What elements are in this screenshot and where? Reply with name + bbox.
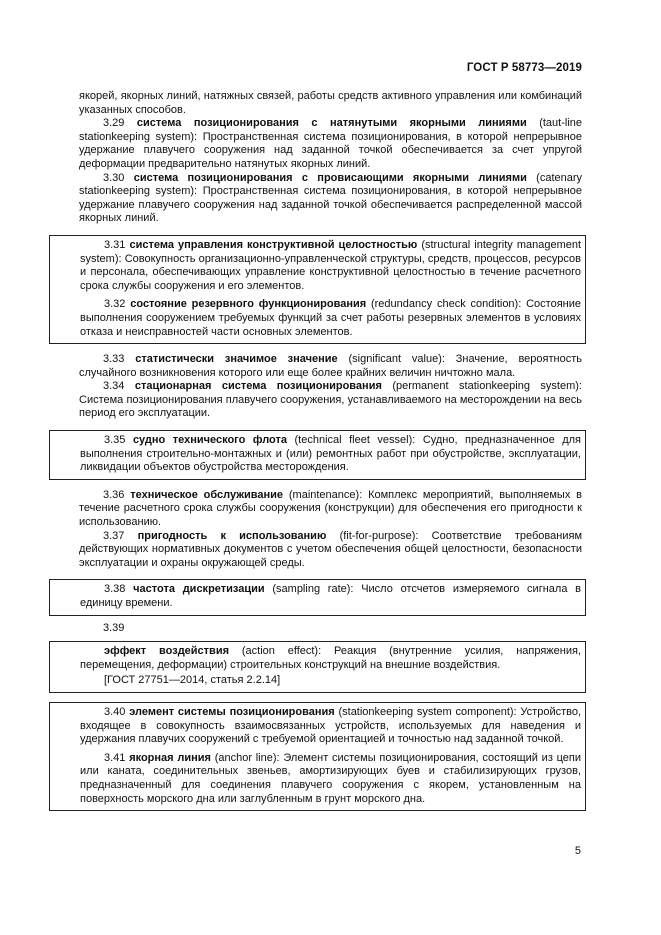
boxed-entries-3-40-3-41 [49,702,586,811]
boxed-entry-3-38 [49,579,586,615]
term: частота дискретизации [133,583,265,596]
entry-3-32: 3.32 состояние резервного функционирования (redundancy check condition): Состояние выполнения сооружением требуемых функций за счет работы резервных элементов в условиях отказа и неисправностей части основных элементов. [80,298,581,338]
term: эффект воздействия [104,645,230,658]
term: стационарная система позиционирования [134,380,382,393]
term: система позиционирования с натянутыми якорными линиями [136,117,527,130]
entry-3-29: 3.29 система позиционирования с натянутыми якорными линиями (taut-line stationkeeping system): Пространственная система позиционирования, в которой непрерывное удержание плавучего сооружения над заданной точкой обеспечивается за счет упругой деформации предварительно натянутых якорных линий. [79,117,583,170]
term: элемент системы позиционирования [129,705,335,718]
boxed-entries-3-31-3-32 [49,235,586,344]
boxed-entry-3-35 [49,430,586,480]
term: техническое обслуживание [130,488,284,501]
entry-3-39-reference: [ГОСТ 27751—2014, статья 2.2.14] [104,674,281,687]
entry-3-38: 3.38 частота дискретизации (sampling rate): Число отсчетов измеряемого сигнала в единицу времени. [80,583,582,609]
term: состояние резервного функционирования [130,298,367,311]
entry-3-39: эффект воздействия (action effect): Реакция (внутренние усилия, напряжения, перемещения, деформации) строительных конструкций на внешние воздействия. [80,645,581,671]
entry-3-33: 3.33 статистически значимое значение (significant value): Значение, вероятность случайного возникновения которого или еще более крайних величин ничтожно мала. [79,353,582,379]
term: система управления конструктивной целостностью [129,238,418,251]
entry-3-36: 3.36 техническое обслуживание (maintenance): Комплекс мероприятий, выполняемых в течение расчетного срока службы сооружения (конструкции) для обеспечения его пригодности к использованию. [79,488,583,529]
entry-3-40: 3.40 элемент системы позиционирования (stationkeeping system component): Устройство, входящее в совокупность взаимосвязанных устройств, используемых для наведения и удержания плавучих сооружений с требуемой ориентацией и точностью над заданной точкой. [80,705,582,746]
boxed-entry-3-39 [49,641,586,693]
continuation-text: якорей, якорных линий, натяжных связей, работы средств активного управления или комбинаций указанных способов. [79,90,582,116]
entry-3-41: 3.41 якорная линия (anchor line): Элемент системы позиционирования, состоящий из цепи или каната, соединительных звеньев, амортизирующих буев и стабилизирующих грузов, предназначенный для соединения плавучего сооружения с якорем, установленным на поверхность морского дна или заглубленным в грунт морского дна. [80,751,582,805]
entry-3-37: 3.37 пригодность к использованию (fit-for-purpose): Соответствие требованиям действующих нормативных документов с учетом обеспечения общей целостности, безопасности эксплуатации и охраны окружающей среды. [79,529,583,569]
term: система позиционирования с провисающими якорными линиями [133,171,527,184]
term: пригодность к использованию [137,529,327,542]
entry-3-30: 3.30 система позиционирования с провисающими якорными линиями (catenary stationkeeping system): Пространственная система позиционирования, в которой непрерывное удержание плавучего сооружения над заданной точкой обеспечивается распределенной массой якорных линий. [79,171,583,225]
term: судно технического флота [132,434,287,447]
page-number: 5 [574,845,581,857]
entry-3-34: 3.34 стационарная система позиционирования (permanent stationkeeping system): Система позиционирования плавучего сооружения, устанавливаемого на месторождении на весь период его эксплуатации. [79,380,582,420]
term: якорная линия [129,751,211,764]
entry-3-35: 3.35 судно технического флота (technical fleet vessel): Судно, предназначенное для выполнения строительно-монтажных и (или) ремонтных работ при обустройстве, эксплуатации, ликвидации объектов обустройства месторождения. [80,434,582,474]
entry-3-39-number: 3.39 [103,621,125,634]
term: статистически значимое значение [135,353,338,366]
entry-3-31: 3.31 система управления конструктивной целостностью (structural integrity management system): Совокупность организационно-управленческой структуры, средств, процессов, ресурсов и персонала, обеспечивающих управление конструктивной целостностью в течение расчетного срока службы сооружения и его элементов. [80,238,582,292]
page-content [79,90,582,811]
standard-header: ГОСТ Р 58773—2019 [466,62,582,74]
